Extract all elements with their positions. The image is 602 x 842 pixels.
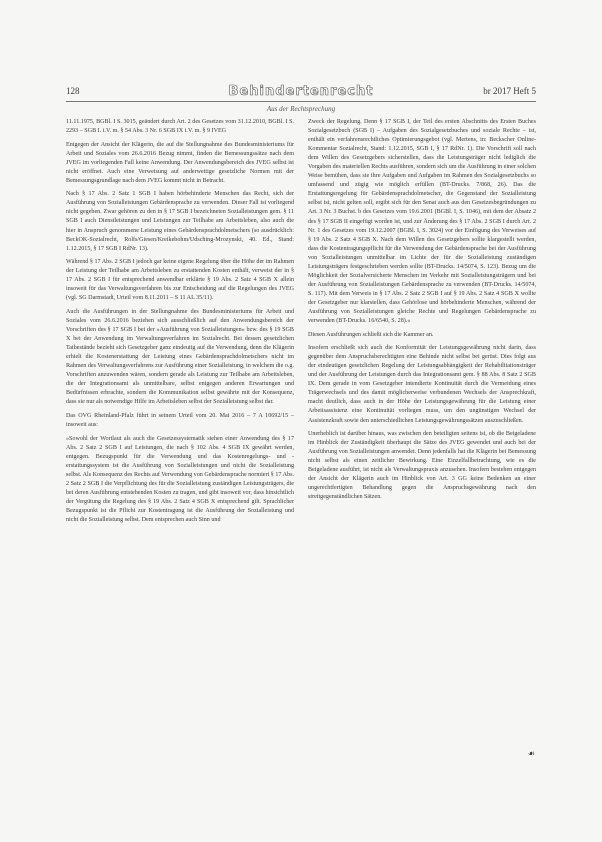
paragraph: Das OVG Rheinland-Pfalz führt in seinem Urteil vom 20. Mai 2016 – 7 A 10692/15 – insoweit aus: xyxy=(66,412,294,428)
right-column xyxy=(308,118,536,507)
end-of-article-icon: ☙ xyxy=(528,749,536,758)
paragraph: Unerheblich ist darüber hinaus, was zwischen den beteiligten seitens ist, ob die Beigeladene im Hinblick der Zuständigkeit überhaupt die Sätze des JVEG gewendet und auch bei der Ausführung von Sozialleistungen anwendet. Denn jedenfalls hat die Klägerin bei Bemessung nicht selbst als einen zeitlicher Bewirkung. Eine Einzelfallbetrachtung, wie es die Beigeladene ausführt, ist nicht als Verwaltungspraxis anzusehen. Insofern bestehen entgegen der Ansicht der Klägerin auch im Hinblick von Art. 3 GG keine Bedenken an einer ungerechtfertigten Behandlung gegen die Anspruchsgewährung nach den streitgegenständlichen Sätzen. xyxy=(308,431,536,501)
paragraph: Insofern erschließt sich auch die Konformität der Leistungsgewährung nicht darin, dass gegenüber dem Anspruchsberechtigten eine Behinde nicht selbst bei gerüst. Dies folgt aus der eindeutigen gesetzlichen Regelung der Leistungsabhängigkeit der Rehabilitationsträger und der Ausführung der Leistungen durch das Integrationsamt gem. § 88 Abs. 8 Satz 2 SGB IX. Dem gerade in vom Gesetzgeber intendierte Kontinuität durch die Vermeidung eines Trägerwechsels und des damit möglicherweise verbundenen Wechsels der Ansprechkraft, macht deutlich, dass auch in der Höhe der Leistungsgewährung für die Leistung einer Arbeitsassistenz eine Kontinuität vorliegen muss, um den ungünstigen Wechsel der Assistenzkraft sowie den unterschiedlichen Leistungsgewährungssätzen auszuschließen. xyxy=(308,345,536,424)
paragraph: Während § 17 Abs. 2 SGB I jedoch gar keine eigene Regelung über die Höhe der im Rahmen der Leistung der Teilhabe am Arbeitsleben zu erstattenden Kosten enthält, verweist der in § 17 Abs. 2 SGB I für entsprechend anwendbar erklärte § 19 Abs. 2 Satz 4 SGB X allein insoweit für das Verwaltungsverfahren bis zur Entscheidung auf die Regelungen des JVEG (vgl. SG Darmstadt, Urteil vom 8.11.2011 – S 11 AL 35/11). xyxy=(66,259,294,302)
page-header xyxy=(66,84,536,104)
left-column xyxy=(66,118,294,529)
journal-title: Behindertenrecht xyxy=(228,84,374,99)
paragraph: Nach § 17 Abs. 2 Satz 1 SGB I haben hörbehinderte Menschen das Recht, sich der Ausführung von Sozialleistungen Gebärdensprache zu verwenden. Dieser Fall ist vorliegend nicht gegeben. Zwar gehören zu den in § 17 SGB I bezeichneten Sozialleistungen gem. § 11 SGB I auch Dienstleistungen und Leistungen zur Teilhabe am Arbeitsleben, also auch die hier in Anspruch genommene Leistung eines Gebärdensprachdolmetschers (so ausdrücklich: BeckOK-Sozialrecht, Rolfs/Giesen/Kreikebohm/Udsching-Mrozynski, 40. Ed., Stand: 1.12.2015, § 17 SGB I RdNr. 13). xyxy=(66,191,294,252)
paragraph: »Sowohl der Wortlaut als auch die Gesetzessystematik stehen einer Anwendung des § 17 Abs. 2 Satz 2 SGB I auf Leistungen, die nach § 102 Abs. 4 SGB IX gewährt werden, entgegen. Bezugspunkt für die Verwendung und das Kostenregelungs- und -erstattungssystem ist die Ausführung von Sozialleistungen und nicht die Sozialleistung selbst. Als Konsequenz des Rechts auf Verwendung von Gebärdensprache normiert § 17 Abs. 2 Satz 2 SGB I die Verpflichtung des für die Sozialleistung zuständigen Leistungsträgers, die bei deren Ausführung entstehenden Kosten zu tragen, und gibt insoweit vor, dass hinsichtlich der Vergütung die Regelung des § 19 Abs. 2 Satz 4 SGB X entsprechend gilt. Sprachlicher Bezugspunkt ist die Pflicht zur Kostentragung ist die Ausführung der Sozialleistung und nicht die Sozialleistung selbst. Dem entsprechen auch Sinn und xyxy=(66,435,294,523)
paragraph: Zweck der Regelung. Denn § 17 SGB I, der Teil des ersten Abschnitts des Ersten Buches Sozialgesetzbuch (SGB I) – Aufgaben des Sozialgesetzbuches und soziale Rechte – ist, enthält ein verfahrensrechtliches Optimierungsgebot (vgl. Mertens, in: Beckscher Online-Kommentar Sozialrecht, Stand: 1.12.2015, SGB I, § 17 RdNr. 1). Die Vorschrift soll nach dem Willen des Gesetzgebers sicherstellen, dass die Leistungsträger nicht lediglich die Vorgaben des materiellen Rechts ausführen, sondern sich um die Ausführung in einer solchen Weise bemühen, dass sie ihre Aufgaben und Aufgaben im Rahmen des Sozialgesetzbuchs so umfassend und zügig wie möglich erfüllen (BT-Drucks. 7/868, 26). Das die Erstattungsregelung für Gebärdensprachdolmetscher, die Gegenstand der Sozialleistung selbst ist, nicht gelten soll, ergibt sich für den Senat auch aus den Gesetzesbegründungen zu Art. 3 Nr. 3 Buchst. b des Gesetzes vom 19.6.2001 (BGBl. I, S. 1046), mit dem der Absatz 2 des § 17 SGB II eingefügt worden ist, und zur Änderung des § 17 Abs. 2 SGB I durch Art. 2 Nr. 1 des Gesetzes vom 19.12.2007 (BGBl. I, S. 3024) vor der Einfügung des Verweises auf § 19 Abs. 2 Satz 4 SGB X. Nach dem Willen des Gesetzgebers sollte klargestellt werden, dass die Kostentragungspflicht für die Verwendung der Gebärdensprache bei der Ausführung von Sozialleistungen unmittelbar im Lichte der für die Sozialleistung zuständigen Leistungsträgers festgeschrieben werden sollte (BT-Drucks. 14/5074, S. 123). Bezug um die Möglichkeit der Sozialversicherte Menschen im Verkehr mit Sozialleistungsträgern und bei der Ausführung von Sozialleistungen Gebärdensprache zu verwenden (BT-Drucks. 14/5074, S. 117). Mit dem Verweis in § 17 Abs. 2 Satz 2 SGB I auf § 19 Abs. 2 Satz 4 SGB X wollte der Gesetzgeber nur klarstellen, dass Gehörlose und hörbehinderte Menschen, während der Ausführung von Sozialleistungen gleiche Rechte und Regelungen Gebärdensprache zu verwenden (BT-Drucks. 16/6540, S. 28).« xyxy=(308,119,536,325)
issue-label: br 2017 Heft 5 xyxy=(483,86,536,96)
paragraph: 11.11.1975, BGBl. I S. 3015, geändert durch Art. 2 des Gesetzes vom 31.12.2010, BGBl. I S. 2293 – SGB I. i.V. m. § 54 Abs. 3 Nr. 6 SGB IX i.V. m. § 9 IVEG xyxy=(66,119,294,135)
paragraph: Entgegen der Ansicht der Klägerin, die auf die Stellungnahme des Bundesministeriums für Arbeit und Soziales vom 26.6.2016 Bezug nimmt, finden die Bemessungssätze nach dem JVEG im vorliegenden Fall keine Anwendung. Der Anwendungsbereich des JVEG selbst ist nicht eröffnet. Auch eine Verweisung auf anderweitige gesetzliche Normen mit der Bemessungsgrundlage nach dem JVEG kommt nicht in Betracht. xyxy=(66,141,294,184)
section-label: Aus der Rechtsprechung xyxy=(266,105,336,113)
paragraph: Diesen Ausführungen schließt sich die Kammer an. xyxy=(308,331,434,338)
header-divider xyxy=(66,101,536,102)
paragraph: Auch die Ausführungen in der Stellungnahme des Bundesministeriums für Arbeit und Soziales vom 26.6.2016 beziehen sich ausschließlich auf den Anwendungsbereich der Vorschriften des § 17 SGB I bei der »Ausführung von Sozialleistungen« bzw. des § 19 SGB X bei der Anwendung im Verwaltungsverfahren im Sozialrecht. Bei dessen gesetzlichen Tatbestände bezieht sich Gesetzgeber ganz eindeutig auf die Verwendung, denn die Klägerin erhielt die Kostenerstattung der Leistung eines Gebärdensprachdolmetschers nicht im Rahmen des Verwaltungsverfahrens zur Ausführung einer Sozialleistung, in welchem die o.g. Vorschriften anzuwenden wären, sondern gerade als Leistung zur Teilhabe am Arbeitsleben, die der Integrationsamt als unmittelbare, selbst entgegen anderen Erwartungen und Bedürfnissen erbrachte, sondern die Kommunikation selbst gewährte mit der Konsequenz, dass sie nur als notwendige Hilfe im Arbeitsleben selbst der Sozialleistung selbst dar. xyxy=(66,308,294,406)
page-number: 128 xyxy=(66,86,80,96)
